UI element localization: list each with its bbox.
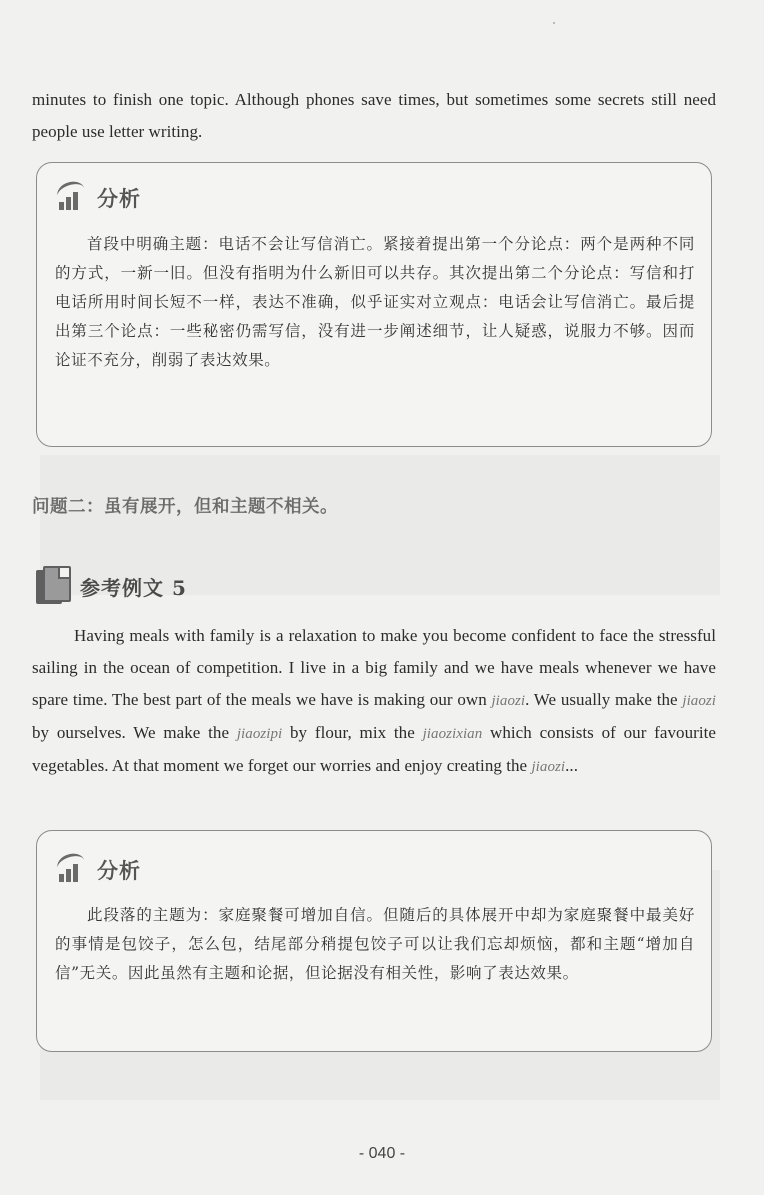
sample-header [36,566,187,606]
page-number: - 040 - [358,1145,406,1162]
sample-text-6: ... [565,756,578,775]
analysis-title: 分析 [97,187,141,211]
pinyin-term: jiaozixian [422,726,483,742]
pinyin-term: jiaozi [491,693,526,709]
bar-chart-icon [59,186,89,210]
sample-text-4: by flour, mix the [282,723,423,742]
sample-text-3: by ourselves. We make the [32,723,237,742]
question-heading: 问题二：虽有展开，但和主题不相关。 [32,497,338,517]
pinyin-term: jiaozi [531,759,566,775]
document-icon [36,566,70,606]
analysis-box-2 [36,830,712,1052]
analysis-text: 此段落的主题为：家庭聚餐可增加自信。但随后的具体展开中却为家庭聚餐中最美好的事情是包饺子，怎么包，结尾部分稍提包饺子可以让我们忘却烦恼，都和主题“增加自信”无关。因此虽然有主题和论据，但论据没有相关性，影响了表达效果。 [55,906,695,982]
sample-text-1: Having meals with family is a relaxation to make you become confident to face the stressful sailing in the ocean of competition. I live in a big family and we have meals whenever we have spare time. The best part of the meals we have is making our own [32,626,716,709]
scan-speck [553,22,555,24]
analysis-box-1 [36,162,712,447]
analysis-title: 分析 [97,859,141,883]
analysis-header [59,855,141,885]
pinyin-term: jiaozi [682,693,716,709]
analysis-text: 首段中明确主题：电话不会让写信消亡。紧接着提出第一个分论点：两个是两种不同的方式，一新一旧。但没有指明为什么新旧可以共存。其次提出第二个分论点：写信和打电话所用时间长短不一样，表达不准确，似乎证实对立观点：电话会让写信消亡。最后提出第三个论点：一些秘密仍需写信，没有进一步阐述细节，让人疑惑，说服力不够。因而论证不充分，削弱了表达效果。 [55,235,695,369]
intro-paragraph: minutes to finish one topic. Although phones save times, but sometimes some secrets still need people use letter writing. [32,90,716,141]
sample-title: 参考例文 5 [80,575,187,600]
pinyin-term: jiaozipi [236,726,283,742]
analysis-header [59,183,141,213]
bar-chart-icon [59,858,89,882]
sample-text-2: . We usually make the [525,690,683,709]
sample-paragraph [32,620,716,783]
sample-text-5: which consists of our favourite vegetables. At that moment we forget our worries and enjoy creating the [32,723,716,775]
